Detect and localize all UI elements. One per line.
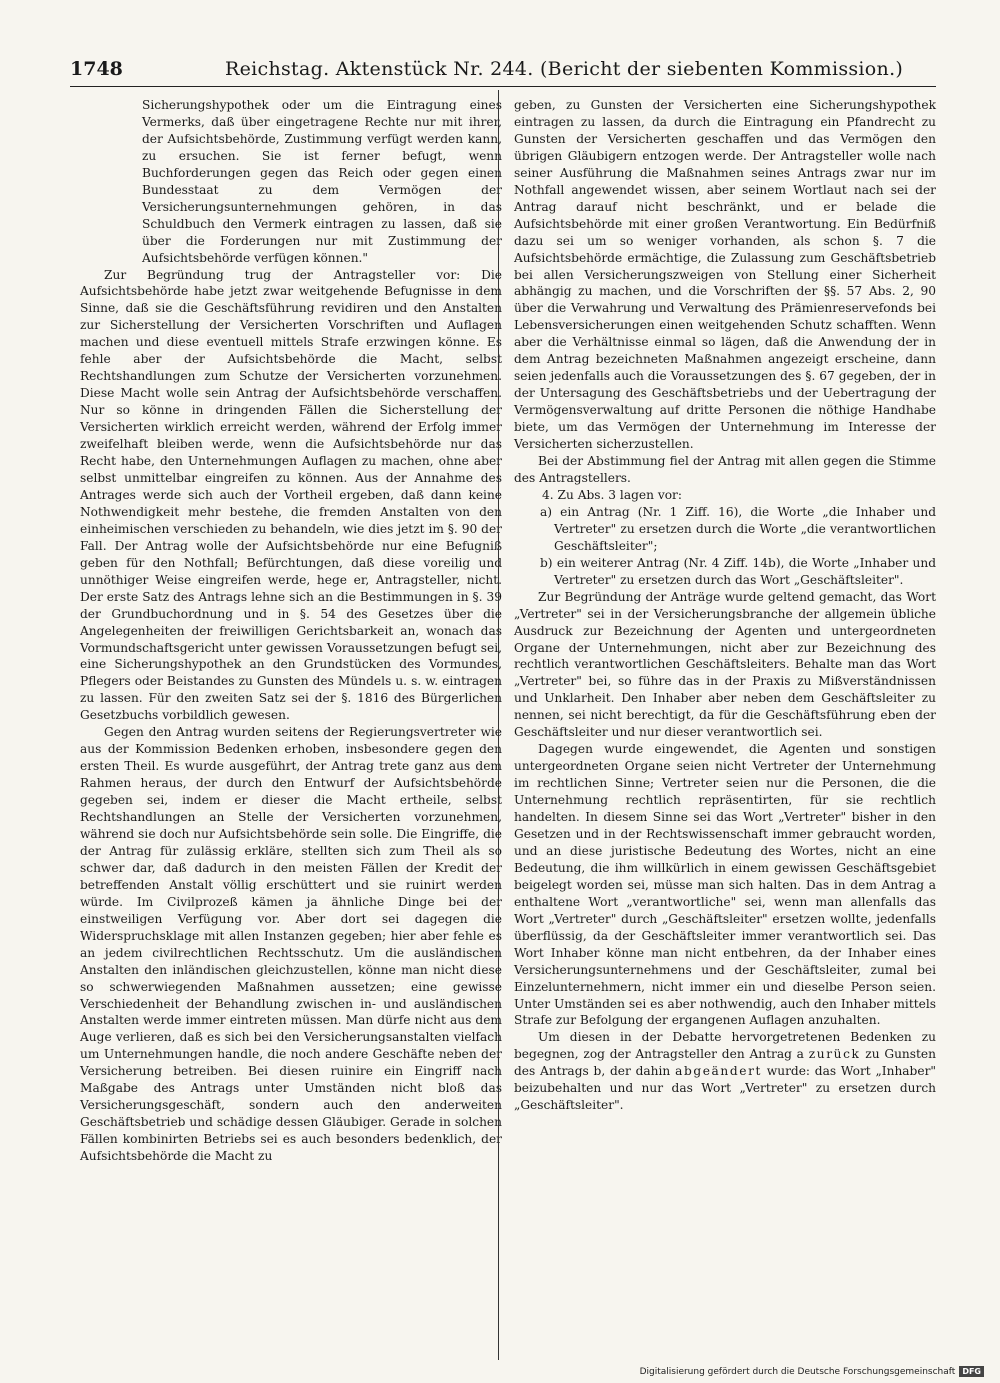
text-run: Um diesen in der Debatte hervorgetretenen Bedenken zu begegnen, zog der Antragsteller den Antrag a [514,1030,936,1062]
paragraph: Zur Begründung trug der Antragsteller vor: Die Aufsichtsbehörde habe jetzt zwar weitgehende Befugnisse in dem Sinne, daß sie die Geschäftsführung revidiren und den Anstalten zur Sicherstellung der Versicherten Vorschriften und Auflagen machen und diese eventuell mittels Strafe erzwingen könne. Es fehle aber der Aufsichtsbehörde die Macht, selbst Rechtshandlungen zum Schutze der Versicherten vorzunehmen. Diese Macht wolle sein Antrag der Aufsichtsbehörde verschaffen. Nur so könne in dringenden Fällen die Sicherstellung der Versicherten wirklich erreicht werden, während der Erfolg immer zweifelhaft bleiben werde, wenn die Aufsichtsbehörde nur das Recht habe, den Unternehmungen Auflagen zu machen, ohne aber selbst unmittelbar eingreifen zu können. Aus der Annahme des Antrages werde sich auch der Vortheil ergeben, daß dann keine Nothwendigkeit mehr bestehe, die fremden Anstalten von den einheimischen verschieden zu behandeln, wie dies jetzt im §. 90 der Fall. Der Antrag wolle der Aufsichtsbehörde nur eine Befugniß geben für den Nothfall; Befürchtungen, daß diese voreilig und unnöthiger Weise eingreifen werde, hege er, Antragsteller, nicht. Der erste Satz des Antrags lehne sich an die Bestimmungen in §. 39 der Grundbuchordnung und in §. 54 des Gesetzes über die Angelegenheiten der freiwilligen Gerichtsbarkeit an, wonach das Vormundschaftsgericht unter gewissen Voraussetzungen befugt sei, eine Sicherungshypothek an den Grundstücken des Vormundes, Pflegers oder Beistandes zu Gunsten des Mündels u. s. w. eintragen zu lassen. Für den zweiten Satz sei der §. 1816 des Bürgerlichen Gesetzbuchs vorbildlich gewesen. [80,267,502,723]
emphasized-word: zurück [808,1047,861,1062]
paragraph: Gegen den Antrag wurden seitens der Regierungsvertreter wie aus der Kommission Bedenken erhoben, insbesondere gegen den ersten Theil. Es wurde ausgeführt, der Antrag trete ganz aus dem Rahmen heraus, der durch den Entwurf der Aufsichtsbehörde gegeben sei, indem er dieser die Macht ertheile, selbst Rechtshandlungen an Stelle der Versicherten vorzunehmen, während sie doch nur Aufsichtsbehörde sein solle. Die Eingriffe, die der Antrag für zulässig erkläre, stellten sich zum Theil als so schwer dar, daß dadurch in den meisten Fällen der Kredit der betreffenden Anstalt völlig erschüttert und sie ruinirt werden würde. Im Civilprozeß kämen ja ähnliche Dinge bei der einstweiligen Verfügung vor. Aber dort sei dagegen die Widerspruchsklage mit allen Instanzen gegeben; hier aber fehle es an jedem civilrechtlichen Rechtsschutz. Um die ausländischen Anstalten den inländischen gleichzustellen, könne man nicht diese so schwerwiegenden Maßnahmen aussetzen; eine gewisse Verschiedenheit der Behandlung zwischen in- und ausländischen Anstalten werde immer eintreten müssen. Man dürfe nicht aus dem Auge verlieren, daß es sich bei den Versicherungsanstalten vielfach um Unternehmungen handle, die noch andere Geschäfte neben der Versicherung betreiben. Bei diesen ruinire ein Eingriff nach Maßgabe des Antrags unter Umständen nicht bloß das Versicherungsgeschäft, sondern auch den anderweiten Geschäftsbetrieb und schädige dessen Gläubiger. Gerade in solchen Fällen kombinirten Betriebs sei es auch besonders bedenklich, der Aufsichtsbehörde die Macht zu [80,725,502,1164]
right-column [514,97,936,1114]
quoted-motion-text: Sicherungshypothek oder um die Eintragung eines Vermerks, daß über eingetragene Rechte nur mit ihrer, der Aufsichtsbehörde, Zustimmung verfügt werden kann, zu ersuchen. Sie ist ferner befugt, wenn Buchforderungen gegen das Reich oder gegen einen Bundesstaat zu dem Vermögen der Versicherungsunternehmungen gehören, in das Schuldbuch den Vermerk eintragen zu lassen, daß sie über die Forderungen nur mit Zustimmung der Aufsichtsbehörde verfügen können." [142,98,502,265]
paragraph: Zur Begründung der Anträge wurde geltend gemacht, das Wort „Vertreter" sei in der Versicherungsbranche der allgemein übliche Ausdruck zur Bezeichnung der Agenten und untergeordneten Organe der Unternehmungen, nicht aber zur Bezeichnung des rechtlich verantwortlichen Geschäftsleiters. Behalte man das Wort „Vertreter" bei, so führe das in der Praxis zu Mißverständnissen und Unklarheit. Den Inhaber aber neben dem Geschäftsleiter zu nennen, sei nicht berechtigt, da für die Geschäftsführung eben der Geschäftsleiter und nur dieser verantwortlich sei. [514,589,936,740]
running-title: Reichstag. Aktenstück Nr. 244. (Bericht der siebenten Kommission.) [225,58,904,80]
left-column [80,97,502,1165]
footer-text: Digitalisierung gefördert durch die Deutsche Forschungsgemeinschaft [639,1366,956,1377]
paragraph: Dagegen wurde eingewendet, die Agenten und sonstigen untergeordneten Organe seien nicht Vertreter der Unternehmung im rechtlichen Sinne; Vertreter seien nur die Personen, die die Unternehmung rechtlich repräsentirten, für sie rechtlich handelten. In diesem Sinne sei das Wort „Vertreter" bisher in den Gesetzen und in der Rechtswissenschaft immer gebraucht worden, und an diese juristische Bedeutung des Wortes, nicht an eine Bedeutung, die ihm willkürlich in einem gewissen Geschäftsgebiet beigelegt worden sei, müsse man sich halten. Das in dem Antrag a enthaltene Wort „verantwortliche" sei, wenn man allenfalls das Wort „Vertreter" durch „Geschäftsleiter" ersetzen wollte, jedenfalls überflüssig, da der Geschäftsleiter immer verantwortlich sei. Das Wort Inhaber könne man nicht entbehren, da der Inhaber eines Versicherungsunternehmens und der Geschäftsleiter, zumal bei Einzelunternehmern, nicht immer ein und dieselbe Person seien. Unter Umständen sei es aber nothwendig, auch den Inhaber mittels Strafe zur Befolgung der ergangenen Auflagen anzuhalten. [514,742,936,1028]
text-run: wurde: das Wort „Inhaber" beizubehalten und nur das Wort „Vertreter" zu ersetzen durch „Geschäftsleiter". [514,1064,936,1113]
paragraph [514,1029,936,1114]
paragraph: Bei der Abstimmung fiel der Antrag mit allen gegen die Stimme des Antragstellers. [514,454,936,485]
page-header [70,58,936,86]
dfg-logo-icon: DFG [959,1366,984,1377]
paragraph: geben, zu Gunsten der Versicherten eine Sicherungshypothek eintragen zu lassen, da durch die Eintragung ein Pfandrecht zu Gunsten der Versicherten geschaffen und das Vermögen den übrigen Gläubigern entzogen werde. Der Antragsteller wolle nach seiner Ausführung die Maßnahmen seines Antrags zwar nur im Nothfall angewendet wissen, aber seinem Wortlaut nach sei der Antrag darauf nicht beschränkt, und er belade die Aufsichtsbehörde mit einer großen Verantwortung. Ein Bedürfniß dazu sei um so weniger vorhanden, als schon §. 7 die Aufsichtsbehörde ermächtige, die Zulassung zum Geschäftsbetrieb bei allen Versicherungszweigen von Stellung einer Sicherheit abhängig zu machen, und die Vorschriften der §§. 57 Abs. 2, 90 über die Verwahrung und Verwaltung des Prämienreservefonds bei Lebensversicherungen einen weitgehenden Schutz schafften. Wenn aber die Verhältnisse einmal so lägen, daß die Anwendung der in dem Antrag bezeichneten Maßnahmen angezeigt erscheine, dann seien jedenfalls auch die Voraussetzungen des §. 67 gegeben, der in der Untersagung des Geschäftsbetriebs und der Uebertragung der Vermögensverwaltung auf dritte Personen die nöthige Handhabe biete, um das Vermögen der Unternehmung im Interesse der Versicherten sicherzustellen. [514,98,936,452]
header-rule [70,86,936,87]
column-divider [498,90,499,1360]
list-item: a) ein Antrag (Nr. 1 Ziff. 16), die Worte „die Inhaber und Vertreter" zu ersetzen durch die Worte „die verantwortlichen Geschäftsleiter"; [540,504,936,553]
text-run: zu Gunsten des Antrags b, der dahin [514,1047,936,1079]
list-item: b) ein weiterer Antrag (Nr. 4 Ziff. 14b), die Worte „Inhaber und Vertreter" zu ersetzen durch das Wort „Geschäftsleiter". [540,555,936,587]
list-heading: 4. Zu Abs. 3 lagen vor: [542,487,682,502]
emphasized-word: abgeändert [675,1064,763,1079]
page-number: 1748 [70,58,123,80]
digitization-footer [640,1366,984,1377]
